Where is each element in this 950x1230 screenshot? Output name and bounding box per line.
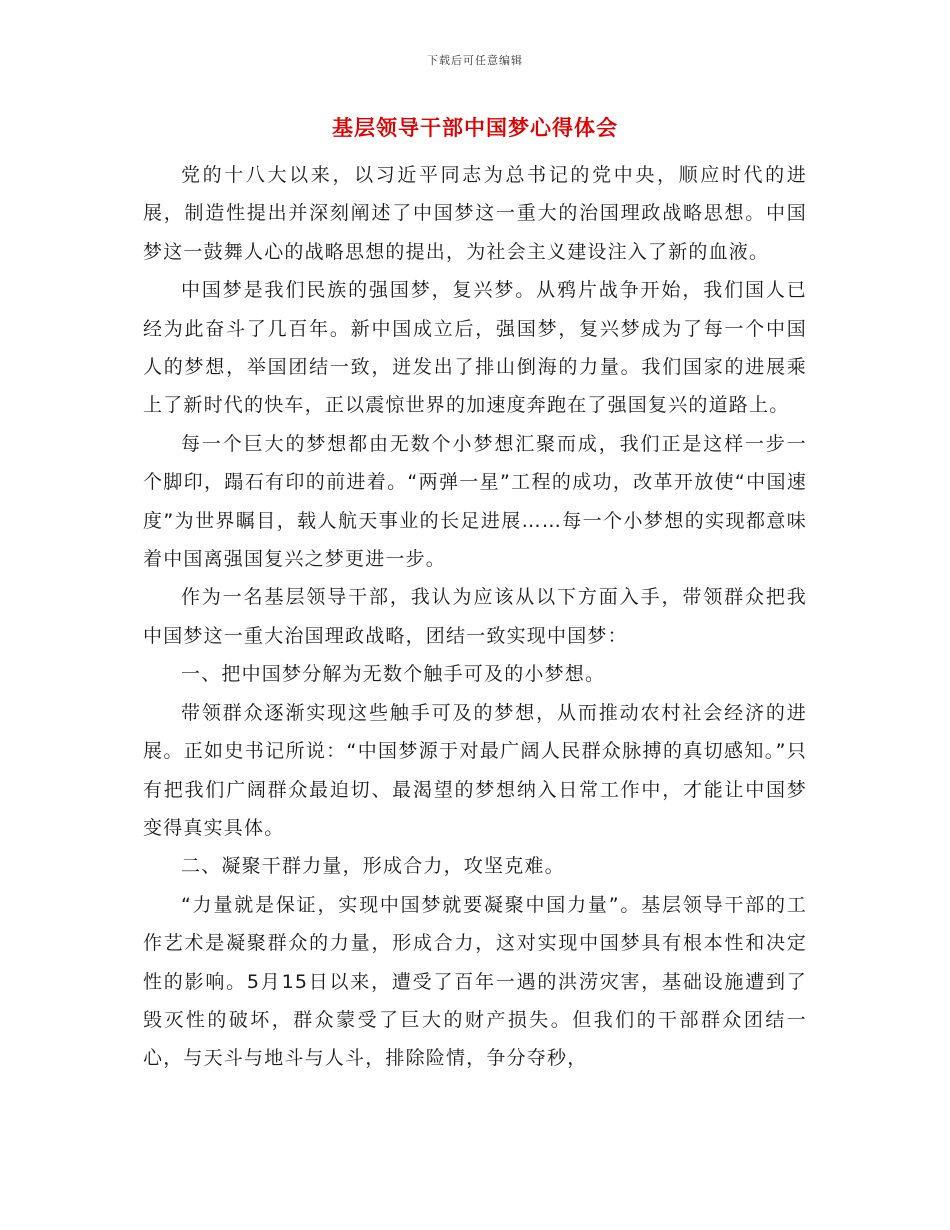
document-title: 基层领导干部中国梦心得体会 (332, 116, 618, 140)
paragraph-2: 中国梦是我们民族的强国梦，复兴梦。从鸦片战争开始，我们国人已经为此奋斗了几百年。新中国成立后，强国梦，复兴梦成为了每一个中国人的梦想，举国团结一致，迸发出了排山倒海的力量。我们国家的进展乘上了新时代的快车，正以震惊世界的加速度奔跑在了强国复兴的道路上。 (143, 279, 807, 417)
paragraph-3: 每一个巨大的梦想都由无数个小梦想汇聚而成，我们正是这样一步一个脚印，蹋石有印的前进着。“两弹一星”工程的成功，改革开放使“中国速度”为世界瞩目，载人航天事业的长足进展……每一个小梦想的实现都意味着中国离强国复兴之梦更进一步。 (143, 432, 807, 571)
paragraph-4: 作为一名基层领导干部，我认为应该从以下方面入手，带领群众把我中国梦这一重大治国理政战略，团结一致实现中国梦： (143, 586, 807, 647)
section-heading-1: 一、把中国梦分解为无数个触手可及的小梦想。 (181, 663, 606, 686)
section-heading-2: 二、凝聚干群力量，形成合力，攻坚克难。 (181, 855, 565, 878)
header-note: 下载后可任意编辑 (427, 54, 523, 67)
document-body (143, 156, 807, 1078)
paragraph-6: “力量就是保证，实现中国梦就要凝聚中国力量”。基层领导干部的工作艺术是凝聚群众的力量，形成合力，这对实现中国梦具有根本性和决定性的影响。5月15日以来，遭受了百年一遇的洪涝灾害，基础设施遭到了毁灭性的破坏，群众蒙受了巨大的财产损失。但我们的干部群众团结一心，与天斗与地斗与人斗，排除险情，争分夺秒， (143, 893, 807, 1070)
paragraph-1: 党的十八大以来，以习近平同志为总书记的党中央，顺应时代的进展，制造性提出并深刻阐述了中国梦这一重大的治国理政战略思想。中国梦这一鼓舞人心的战略思想的提出，为社会主义建设注入了新的血液。 (143, 164, 807, 263)
paragraph-5: 带领群众逐渐实现这些触手可及的梦想，从而推动农村社会经济的进展。正如史书记所说：“中国梦源于对最广阔人民群众脉搏的真切感知。”只有把我们广阔群众最迫切、最渴望的梦想纳入日常工作中，才能让中国梦变得真实具体。 (143, 701, 807, 839)
